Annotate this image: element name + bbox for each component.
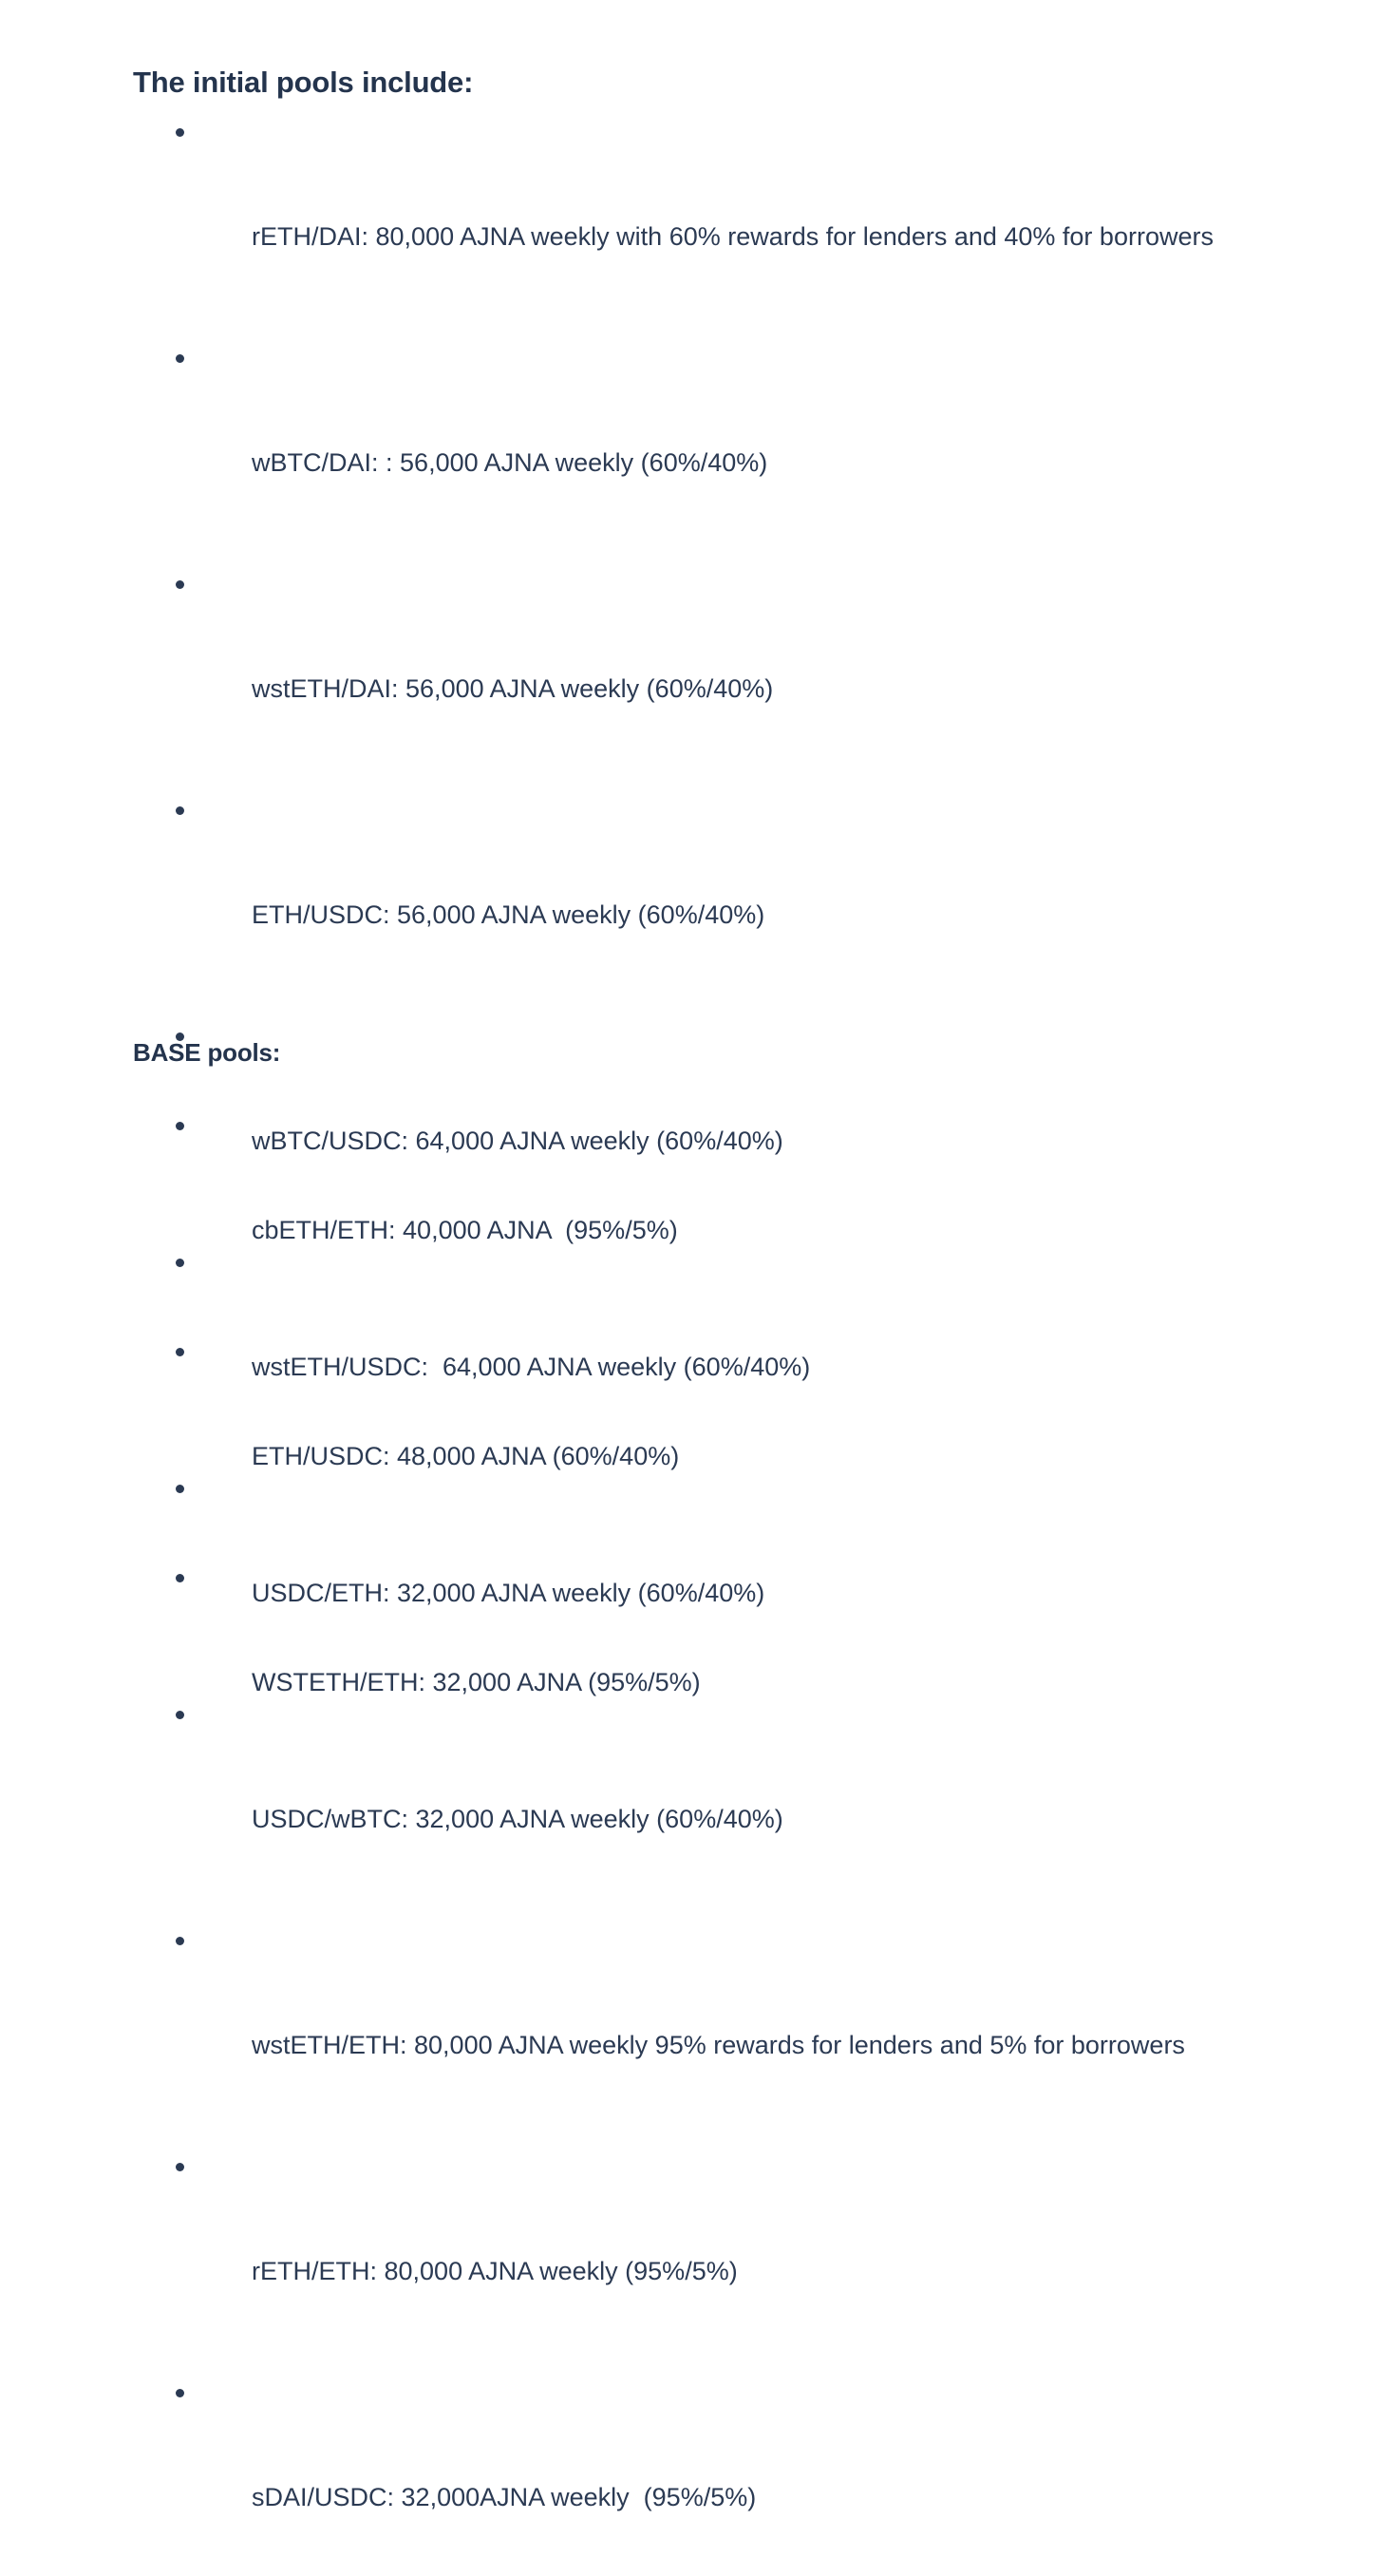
bullet-icon (176, 1574, 184, 1582)
pool-item-text: rETH/ETH: 80,000 AJNA weekly (95%/5%) (252, 2257, 738, 2285)
pool-item-text: cbETH/ETH: 40,000 AJNA (95%/5%) (252, 1216, 678, 1244)
pool-item-text: sDAI/USDC: 32,000AJNA weekly (95%/5%) (252, 2483, 757, 2511)
list-item (133, 1100, 1348, 1309)
bullet-icon (176, 1937, 184, 1945)
pool-item-text: wstETH/USDC: 64,000 AJNA weekly (60%/40%) (252, 1353, 811, 1381)
bullet-icon (176, 580, 184, 589)
pool-item-text: ETH/USDC: 48,000 AJNA (60%/40%) (252, 1442, 680, 1470)
list-item (133, 785, 1348, 994)
pool-item-text: wstETH/DAI: 56,000 AJNA weekly (60%/40%) (252, 674, 774, 703)
pool-item-text: WSTETH/ETH: 32,000 AJNA (95%/5%) (252, 1668, 701, 1696)
pool-item-text: USDC/wBTC: 32,000 AJNA weekly (60%/40%) (252, 1805, 783, 1833)
base-pools-list (133, 1100, 1348, 1761)
pool-item-text: rETH/DAI: 80,000 AJNA weekly with 60% rewards for lenders and 40% for borrowers (252, 222, 1214, 251)
list-item (133, 1552, 1348, 1761)
bullet-icon (176, 2163, 184, 2171)
list-item (133, 1915, 1348, 2124)
list-item (133, 2367, 1348, 2576)
list-item (133, 2141, 1348, 2350)
pool-item-text: wstETH/ETH: 80,000 AJNA weekly 95% rewards for lenders and 5% for borrowers (252, 2031, 1185, 2059)
list-item (133, 1326, 1348, 1535)
pool-item-text: USDC/ETH: 32,000 AJNA weekly (60%/40%) (252, 1579, 765, 1607)
bullet-icon (176, 806, 184, 815)
bullet-icon (176, 128, 184, 137)
bullet-icon (176, 1348, 184, 1356)
bullet-icon (176, 354, 184, 363)
list-item (133, 332, 1348, 541)
bullet-icon (176, 2389, 184, 2397)
pool-item-text: wBTC/USDC: 64,000 AJNA weekly (60%/40%) (252, 1127, 783, 1155)
pool-item-text: ETH/USDC: 56,000 AJNA weekly (60%/40%) (252, 900, 765, 929)
list-item (133, 559, 1348, 767)
base-pools-heading: BASE pools: (133, 1037, 281, 1067)
initial-pools-heading: The initial pools include: (133, 65, 474, 99)
list-item (133, 106, 1348, 315)
bullet-icon (176, 1122, 184, 1130)
pool-item-text: wBTC/DAI: : 56,000 AJNA weekly (60%/40%) (252, 448, 768, 477)
